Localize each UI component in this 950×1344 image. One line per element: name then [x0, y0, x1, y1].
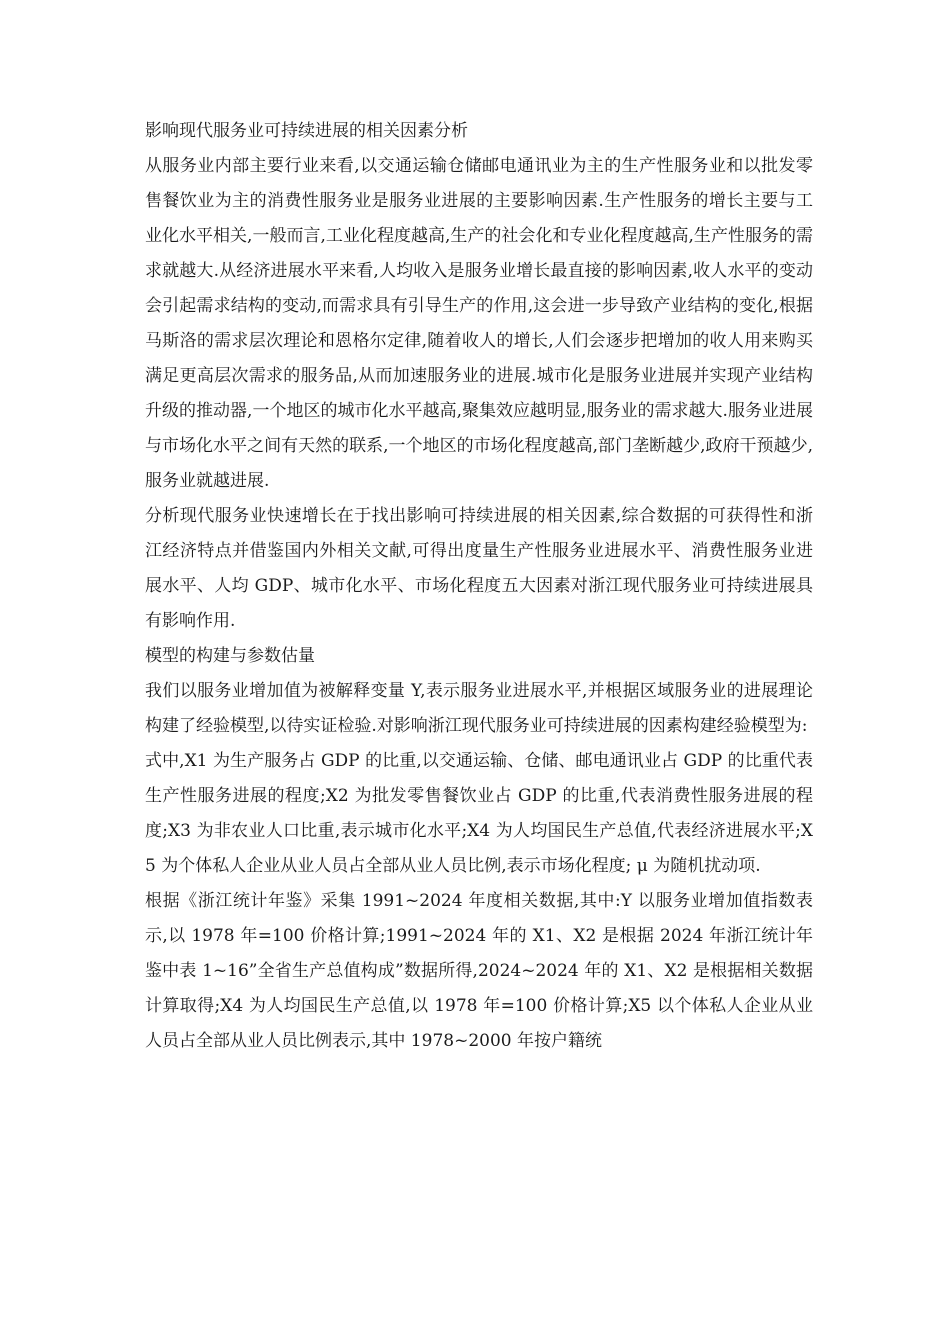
- document-body: [145, 114, 813, 1059]
- paragraph-five-factors: 分析现代服务业快速增长在于找出影响可持续进展的相关因素,综合数据的可获得性和浙江经济特点并借鉴国内外相关文献,可得出度量生产性服务业进展水平、消费性服务业进展水平、人均 GDP、城市化水平、市场化程度五大因素对浙江现代服务业可持续进展具有影响作用.: [145, 506, 813, 631]
- section-heading-model: 模型的构建与参数估量: [145, 646, 315, 666]
- paragraph-model-construction: 我们以服务业增加值为被解释变量 Y,表示服务业进展水平,并根据区域服务业的进展理论构建了经验模型,以待实证检验.对影响浙江现代服务业可持续进展的因素构建经验模型为:: [145, 681, 813, 736]
- paragraph-data-sources: 根据《浙江统计年鉴》采集 1991~2024 年度相关数据,其中:Y 以服务业增加值指数表示,以 1978 年=100 价格计算;1991~2024 年的 X1、X2 是根据 2024 年浙江统计年鉴中表 1~16”全省生产总值构成”数据所得,2024~2024 年的 X1、X2 是根据相关数据计算取得;X4 为人均国民生产总值,以 1978 年=100 价格计算;X5 以个体私人企业从业人员占全部从业人员比例表示,其中 1978~2000 年按户籍统: [145, 891, 813, 1051]
- section-heading-factors: 影响现代服务业可持续进展的相关因素分析: [145, 121, 468, 141]
- paragraph-industry-factors: 从服务业内部主要行业来看,以交通运输仓储邮电通讯业为主的生产性服务业和以批发零售餐饮业为主的消费性服务业是服务业进展的主要影响因素.生产性服务的增长主要与工业化水平相关,一般而言,工业化程度越高,生产的社会化和专业化程度越高,生产性服务的需求就越大.从经济进展水平来看,人均收入是服务业增长最直接的影响因素,收人水平的变动会引起需求结构的变动,而需求具有引导生产的作用,这会进一步导致产业结构的变化,根据马斯洛的需求层次理论和恩格尔定律,随着收人的增长,人们会逐步把增加的收人用来购买满足更高层次需求的服务品,从而加速服务业的进展.城市化是服务业进展并实现产业结构升级的推动器,一个地区的城市化水平越高,聚集效应越明显,服务业的需求越大.服务业进展与市场化水平之间有天然的联系,一个地区的市场化程度越高,部门垄断越少,政府干预越少,服务业就越进展.: [145, 156, 813, 491]
- paragraph-variable-definitions: 式中,X1 为生产服务占 GDP 的比重,以交通运输、仓储、邮电通讯业占 GDP 的比重代表生产性服务进展的程度;X2 为批发零售餐饮业占 GDP 的比重,代表消费性服务进展的程度;X3 为非农业人口比重,表示城市化水平;X4 为人均国民生产总值,代表经济进展水平;X5 为个体私人企业从业人员占全部从业人员比例,表示市场化程度; μ 为随机扰动项.: [145, 751, 813, 876]
